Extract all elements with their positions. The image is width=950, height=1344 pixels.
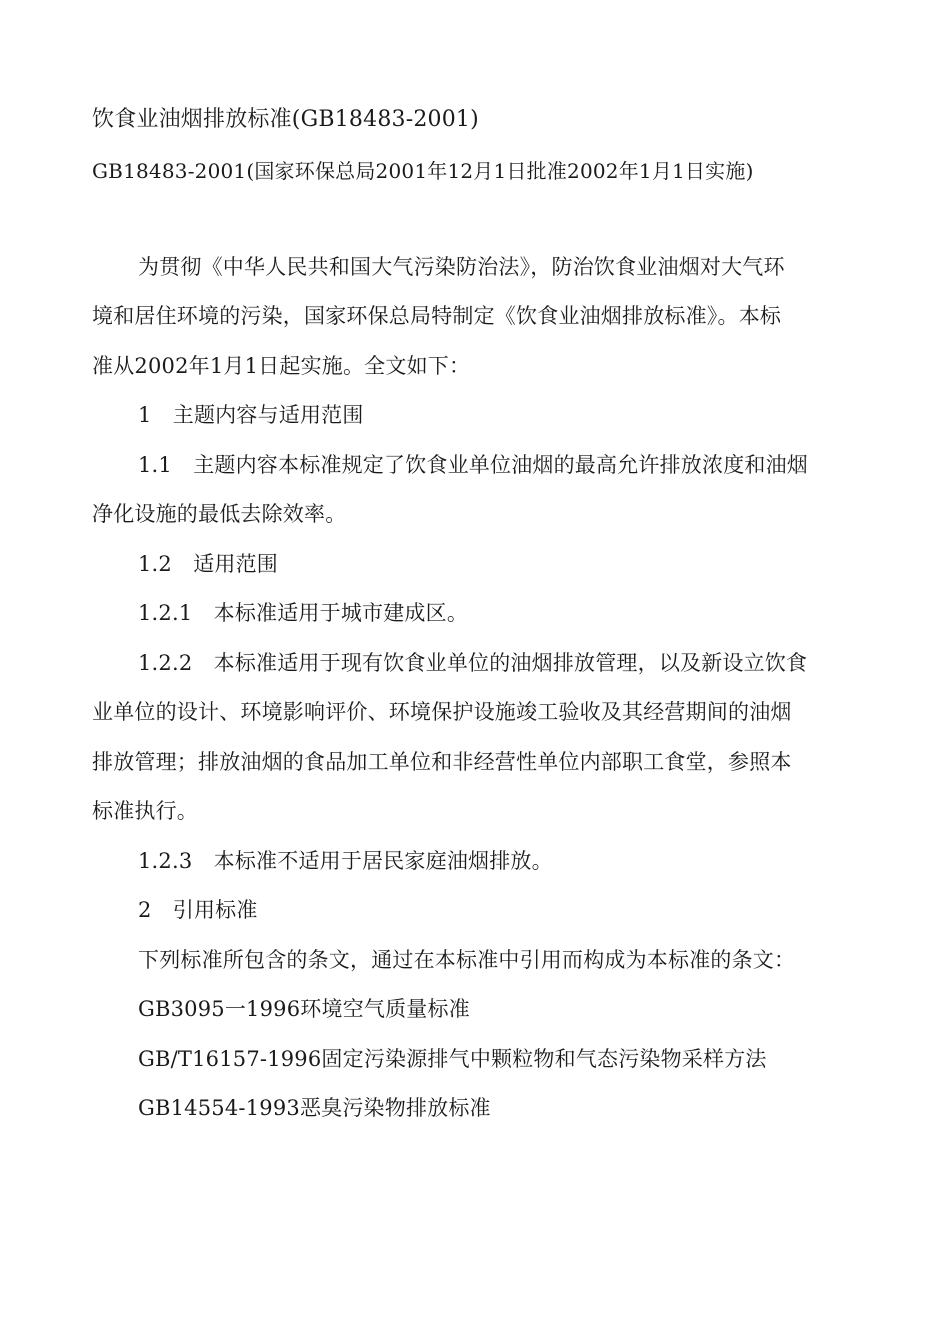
reference-item: GB/T16157-1996固定污染源排气中颗粒物和气态污染物采样方法 <box>138 1047 767 1071</box>
intro-line-3: 准从2002年1月1日起实施。全文如下： <box>92 354 471 378</box>
section-1-heading: 1 主题内容与适用范围 <box>138 403 364 427</box>
document-title: 饮食业油烟排放标准(GB18483-2001) <box>92 107 479 132</box>
reference-item: GB14554-1993恶臭污染物排放标准 <box>138 1096 491 1120</box>
clause-1-2-heading: 1.2 适用范围 <box>138 552 278 576</box>
section-2-heading: 2 引用标准 <box>138 898 258 922</box>
clause-1-2-2-line-3: 排放管理；排放油烟的食品加工单位和非经营性单位内部职工食堂，参照本 <box>92 750 792 774</box>
document-subtitle: GB18483-2001(国家环保总局2001年12月1日批准2002年1月1日实施) <box>92 159 754 183</box>
clause-1-2-3: 1.2.3 本标准不适用于居民家庭油烟排放。 <box>138 849 553 873</box>
clause-1-2-2-line-4: 标准执行。 <box>92 799 198 823</box>
clause-1-2-2-line-2: 业单位的设计、环境影响评价、环境保护设施竣工验收及其经营期间的油烟 <box>92 700 792 724</box>
clause-1-1-line-2: 净化设施的最低去除效率。 <box>92 502 347 526</box>
clause-1-2-1: 1.2.1 本标准适用于城市建成区。 <box>138 601 469 625</box>
reference-item: GB3095一1996环境空气质量标准 <box>138 997 470 1021</box>
clause-1-2-2-line-1: 1.2.2 本标准适用于现有饮食业单位的油烟排放管理，以及新设立饮食 <box>138 651 808 675</box>
clause-1-1-line-1: 1.1 主题内容本标准规定了饮食业单位油烟的最高允许排放浓度和油烟 <box>138 453 808 477</box>
intro-line-1: 为贯彻《中华人民共和国大气污染防治法》，防治饮食业油烟对大气环 <box>138 255 785 279</box>
section-2-intro: 下列标准所包含的条文，通过在本标准中引用而构成为本标准的条文： <box>138 948 796 972</box>
intro-line-2: 境和居住环境的污染，国家环保总局特制定《饮食业油烟排放标准》。本标 <box>92 304 782 328</box>
